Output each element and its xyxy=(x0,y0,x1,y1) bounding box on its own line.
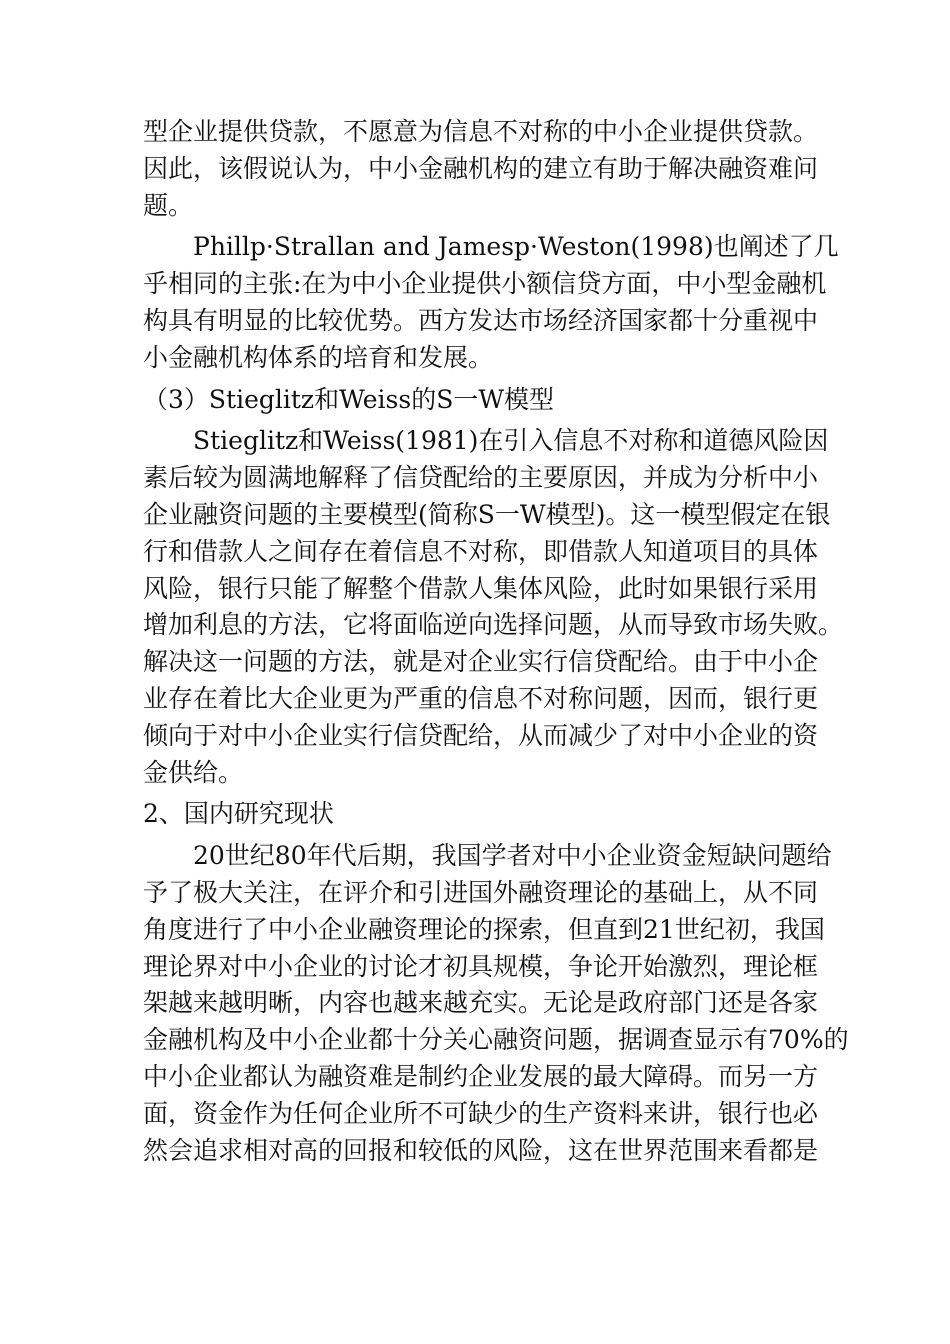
text-line: 素后较为圆满地解释了信贷配给的主要原因，并成为分析中小 xyxy=(143,463,819,493)
text-line: 小金融机构体系的培育和发展。 xyxy=(143,342,494,372)
text-line: 予了极大关注，在评介和引进国外融资理论的基础上，从不同 xyxy=(143,877,819,907)
text-line: 中小企业都认为融资难是制约企业发展的最大障碍。而另一方 xyxy=(143,1061,819,1091)
paragraph-p2 xyxy=(143,229,863,376)
text-line: 20世纪80年代后期，我国学者对中小企业资金短缺问题给 xyxy=(193,841,832,871)
text-line: 乎相同的主张:在为中小企业提供小额信贷方面，中小型金融机 xyxy=(143,269,827,299)
text-line: 增加利息的方法，它将面临逆向选择问题，从而导致市场失败。 xyxy=(143,610,844,640)
text-line: 角度进行了中小企业融资理论的探索，但直到21世纪初，我国 xyxy=(143,914,825,944)
text-line: 因此，该假说认为，中小金融机构的建立有助于解决融资难问 xyxy=(143,153,819,183)
text-line: 业存在着比大企业更为严重的信息不对称问题，因而，银行更 xyxy=(143,683,819,713)
text-line: 理论界对中小企业的讨论才初具规模，争论开始激烈，理论框 xyxy=(143,951,819,981)
text-line: 然会追求相对高的回报和较低的风险，这在世界范围来看都是 xyxy=(143,1135,819,1165)
text-line: Phillp·Strallan and Jamesp·Weston(1998)也阐述了几 xyxy=(193,232,839,262)
text-line: 风险，银行只能了解整个借款人集体风险，此时如果银行采用 xyxy=(143,573,819,603)
text-line: 金供给。 xyxy=(143,757,244,787)
text-line: 架越来越明晰，内容也越来越充实。无论是政府部门还是各家 xyxy=(143,988,819,1018)
text-line: 面，资金作为任何企业所不可缺少的生产资料来讲，银行也必 xyxy=(143,1098,819,1128)
text-line: 构具有明显的比较优势。西方发达市场经济国家都十分重视中 xyxy=(143,305,819,335)
text-line: Stieglitz和Weiss(1981)在引入信息不对称和道德风险因 xyxy=(193,426,829,456)
text-line: 解决这一问题的方法，就是对企业实行信贷配给。由于中小企 xyxy=(143,647,819,677)
paragraph-p4 xyxy=(143,838,863,1169)
text-line: 企业融资问题的主要模型(简称S一W模型)。这一模型假定在银 xyxy=(143,499,831,529)
text-line: 金融机构及中小企业都十分关心融资问题，据调查显示有70%的 xyxy=(143,1025,849,1055)
section-heading-domestic-research xyxy=(143,796,863,833)
document-body xyxy=(143,114,863,1169)
paragraph-p3 xyxy=(143,423,863,791)
text-line: 题。 xyxy=(143,190,194,220)
text-line: 型企业提供贷款，不愿意为信息不对称的中小企业提供贷款。 xyxy=(143,117,819,146)
section-heading-sw-model xyxy=(143,382,863,419)
text-line: 倾向于对中小企业实行信贷配给，从而减少了对中小企业的资 xyxy=(143,720,819,750)
heading-text: 2、国内研究现状 xyxy=(143,799,334,829)
paragraph-p1 xyxy=(143,114,863,224)
text-line: 行和借款人之间存在着信息不对称，即借款人知道项目的具体 xyxy=(143,536,819,566)
heading-text: （3）Stieglitz和Weiss的S一W模型 xyxy=(143,384,555,414)
